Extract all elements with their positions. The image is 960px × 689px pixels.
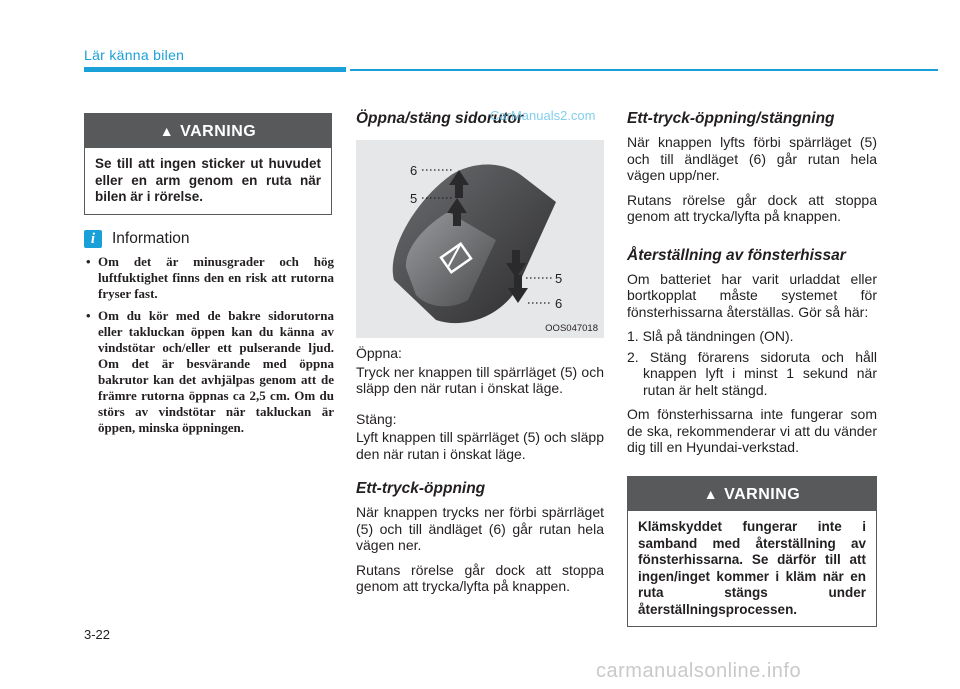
warning-heading-text: VARNING	[180, 123, 257, 140]
watermark-inline: CarManuals2.com	[490, 108, 596, 123]
reset-text: Om batteriet har varit urladdat eller bortkopplat måste systemet för fönsterhissarna återställas. Gör så här:	[627, 270, 877, 320]
header-rule-thick	[84, 67, 346, 72]
window-switch-illustration	[356, 140, 604, 338]
section-heading: Öppna/stäng sidorutor	[356, 110, 524, 127]
warning-box-bottom	[627, 476, 877, 627]
figure-code: OOS047018	[545, 323, 598, 334]
column-window-operation-text	[356, 345, 604, 603]
close-text: Lyft knappen till spärrläget (5) och släpp den när rutan i önskat läge.	[356, 429, 604, 462]
open-label: Öppna:	[356, 345, 402, 361]
label-position-6-up: 6	[410, 163, 418, 178]
column-auto-up-down	[627, 110, 877, 464]
open-text: Tryck ner knappen till spärrläget (5) och släpp den när rutan i önskat läge.	[356, 363, 604, 396]
warning-triangle-icon: ▲	[703, 486, 719, 502]
information-heading	[84, 230, 190, 248]
auto-text: När knappen lyfts förbi spärrläget (5) och till ändläget (6) går rutan hela vägen upp/ner.	[627, 134, 877, 183]
list-item: 1. Slå på tändningen (ON).	[627, 328, 794, 344]
window-switch-figure	[356, 140, 604, 338]
page-number: 3-22	[84, 627, 111, 642]
header-rule-thin	[350, 69, 938, 71]
watermark-footer: carmanualsonline.info	[596, 660, 802, 682]
information-label: Information	[112, 230, 190, 247]
auto-stop-text: Rutans rörelse går dock att stoppa genom att trycka/lyfta på knappen.	[627, 191, 877, 224]
label-position-6-down: 6	[555, 296, 563, 311]
section-title: Lär känna bilen	[84, 47, 185, 63]
after-reset-text: Om fönsterhissarna inte fungerar som de ska, rekommenderar vi att du vänder dig till en Hyundai-verkstad.	[627, 406, 877, 455]
auto-open-stop-text: Rutans rörelse går dock att stoppa genom att trycka/lyfta på knappen.	[356, 561, 604, 594]
info-icon: i	[84, 230, 102, 248]
warning-heading	[628, 477, 876, 511]
warning-triangle-icon: ▲	[159, 123, 175, 139]
auto-open-text: När knappen trycks ner förbi spärrläget (5) och till ändläget (6) går rutan hela vägen ner.	[356, 504, 604, 553]
warning-box-top	[84, 113, 332, 215]
warning-heading	[85, 114, 331, 148]
close-label: Stäng:	[356, 410, 397, 427]
section-heading: Återställning av fönsterhissar	[627, 246, 846, 264]
list-item: 2. Stäng förarens sidoruta och håll knappen lyft i minst 1 sekund när rutan är helt stängd.	[627, 348, 877, 398]
list-item: • Om det är minusgrader och hög luftfuktighet finns den en risk att rutorna fryser fast.	[84, 254, 334, 302]
warning-body: Se till att ingen sticker ut huvudet eller en arm genom en ruta när bilen är i rörelse.	[95, 156, 321, 204]
warning-heading-text: VARNING	[724, 486, 801, 503]
information-list	[84, 254, 334, 442]
label-position-5-down: 5	[555, 271, 563, 286]
section-heading: Ett-tryck-öppning	[356, 480, 486, 497]
section-heading: Ett-tryck-öppning/stängning	[627, 110, 835, 127]
list-item: • Om du kör med de bakre sidorutorna eller takluckan öppen kan du känna av vindstötar och/eller ett pulserande ljud. Om det är besvärande med öppna bakrutor kan det avhjälpas genom att de främre rutorna öppnas ca 2,5 cm. Om du störs av vindstötar när takluckan är öppen, minska öppningen.	[84, 308, 334, 436]
warning-body: Klämskyddet fungerar inte i samband med återställning av fönsterhissarna. Se därför till att ingen/inget kommer i kläm när en ruta stängs under återställningsprocessen.	[638, 519, 866, 617]
label-position-5-up: 5	[410, 191, 418, 206]
